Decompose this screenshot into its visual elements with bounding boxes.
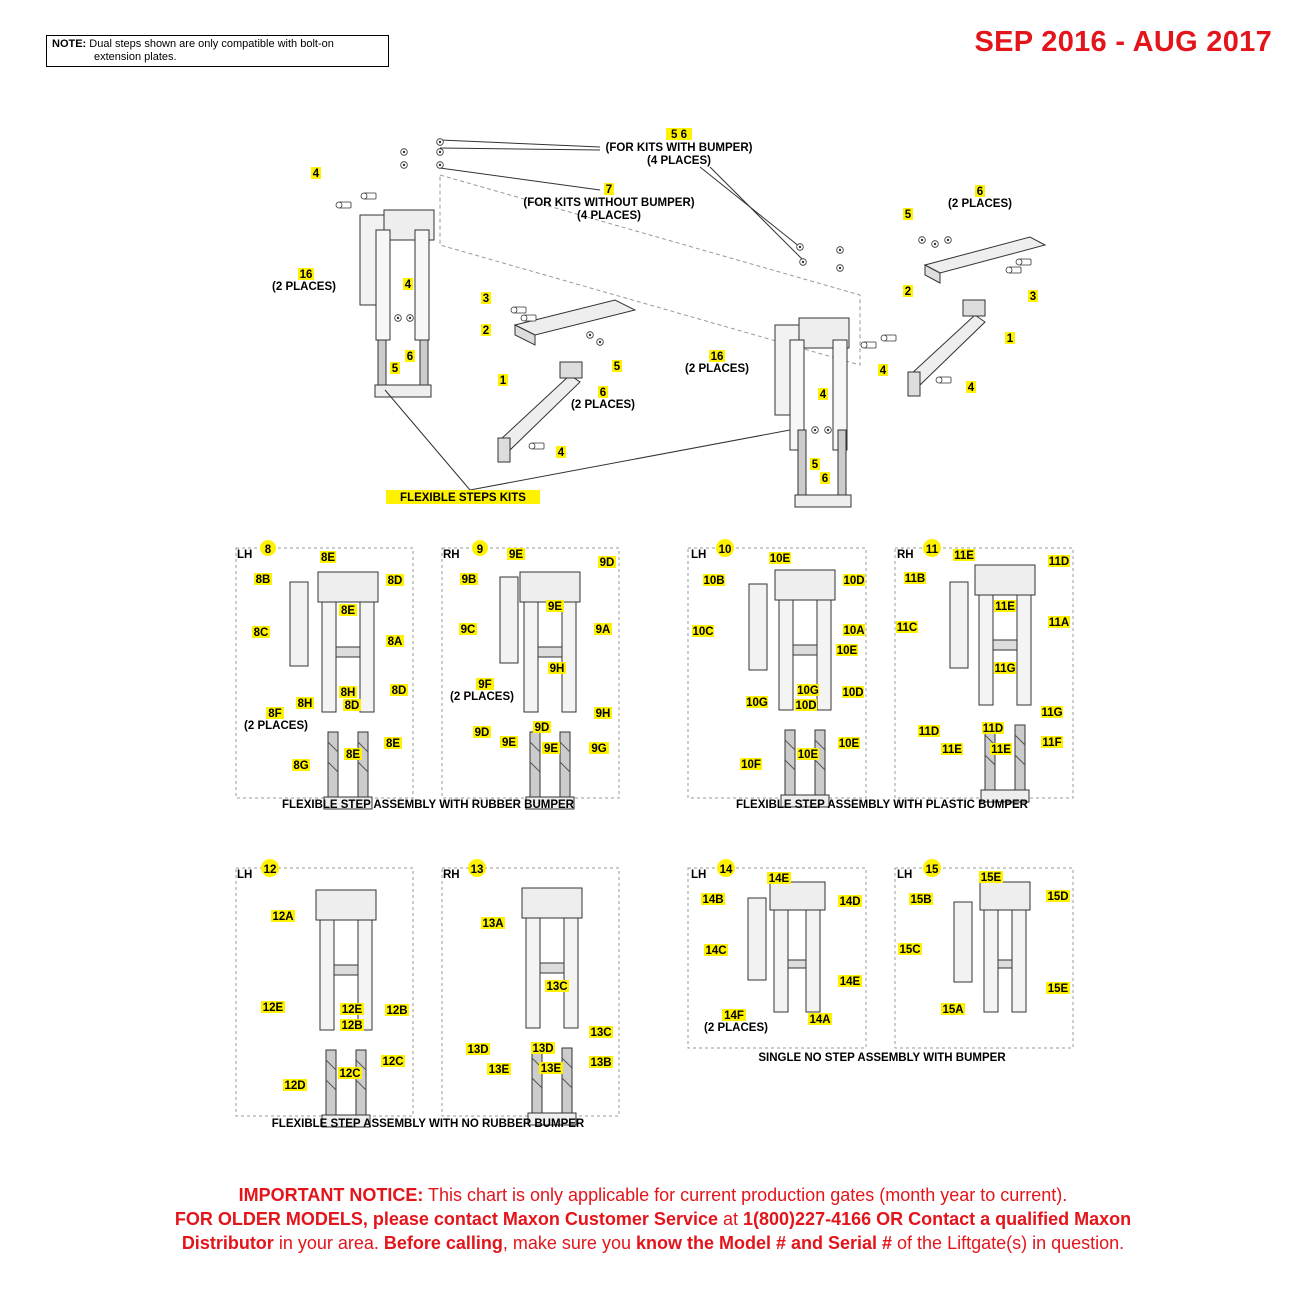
label-3b: 3 [1029,291,1037,303]
label-6c: 6 [821,473,829,485]
svg-text:12C: 12C [382,1056,404,1068]
svg-text:8E: 8E [340,605,356,617]
label-2: 2 [482,325,490,337]
important-notice [0,1183,1306,1255]
date-range: SEP 2016 - AUG 2017 [974,26,1272,58]
svg-text:9D: 9D [474,727,490,739]
svg-text:10E: 10E [838,738,860,750]
svg-text:9B: 9B [461,574,477,586]
svg-text:14E: 14E [839,976,861,988]
svg-text:9D: 9D [599,557,615,569]
svg-text:13C: 13C [546,981,568,993]
svg-text:11E: 11E [995,601,1015,613]
svg-text:11D: 11D [1048,556,1070,568]
svg-text:10D: 10D [795,700,817,712]
svg-text:10E: 10E [797,749,819,761]
svg-text:9H: 9H [595,708,611,720]
svg-text:10A: 10A [843,625,865,637]
label-kits-with-bumper: (FOR KITS WITH BUMPER) [605,142,753,154]
svg-text:12C: 12C [339,1068,361,1080]
svg-text:9A: 9A [595,624,611,636]
svg-text:9E: 9E [501,737,517,749]
svg-text:13E: 13E [488,1064,510,1076]
notice-l2-text: at [718,1209,744,1229]
svg-text:13A: 13A [482,918,504,930]
svg-text:14E: 14E [768,873,790,885]
svg-text:13D: 13D [532,1043,554,1055]
svg-text:8D: 8D [387,575,403,587]
svg-text:15B: 15B [910,894,932,906]
notice-l2-bold2: 1(800)227-4166 OR Contact a qualified Maxon [743,1209,1132,1229]
svg-text:10F: 10F [741,759,761,771]
note-line2: extension plates. [94,51,177,63]
p13-num: 13 [470,864,484,876]
p9-side: RH [443,549,460,561]
svg-text:11D: 11D [982,723,1004,735]
label-kits-with-bumper-places: (4 PLACES) [647,155,711,167]
svg-text:8D: 8D [391,685,407,697]
p13-side: RH [443,869,460,881]
svg-text:9G: 9G [591,743,607,755]
svg-text:9D: 9D [534,722,550,734]
svg-text:15E: 15E [980,872,1002,884]
svg-text:10E: 10E [836,645,858,657]
p8-side: LH [237,549,253,561]
caption-single: SINGLE NO STEP ASSEMBLY WITH BUMPER [758,1052,1006,1064]
svg-text:(2 PLACES): (2 PLACES) [450,691,514,703]
svg-text:11F: 11F [1042,737,1062,749]
notice-l1-text: This chart is only applicable for current production gates (month year to current). [423,1185,1068,1205]
svg-text:(2 PLACES): (2 PLACES) [244,720,308,732]
notice-l3-bold2: Before calling [383,1233,503,1253]
p14-side: LH [691,869,707,881]
notice-l1-bold: IMPORTANT NOTICE: [238,1185,424,1205]
svg-text:13D: 13D [467,1044,489,1056]
svg-text:14D: 14D [839,896,861,908]
svg-text:8H: 8H [297,698,313,710]
label-4d: 4 [819,389,827,401]
svg-text:10D: 10D [843,575,865,587]
label-1b: 1 [1006,333,1014,345]
label-kits-without-bumper: (FOR KITS WITHOUT BUMPER) [523,197,695,209]
svg-text:10G: 10G [797,685,819,697]
panel-captions [272,799,1029,1130]
label-2-places-d: (2 PLACES) [948,198,1012,210]
p15-num: 15 [925,864,939,876]
svg-text:8H: 8H [340,687,356,699]
svg-text:(2 PLACES): (2 PLACES) [704,1022,768,1034]
svg-text:11G: 11G [994,663,1016,675]
label-6d: 6 [976,186,984,198]
svg-text:12E: 12E [341,1004,363,1016]
panel-drawings [290,565,1035,1127]
label-4e: 4 [879,365,887,377]
svg-text:12B: 12B [341,1020,363,1032]
p8-num: 8 [264,544,272,556]
svg-text:8E: 8E [320,552,336,564]
svg-text:15A: 15A [942,1004,964,1016]
label-6b: 6 [599,387,607,399]
label-4b: 4 [404,279,412,291]
svg-text:9E: 9E [543,743,559,755]
svg-text:11E: 11E [942,744,962,756]
notice-l3-bold3: know the Model # and Serial # [635,1233,893,1253]
label-flexible-steps-kits: FLEXIBLE STEPS KITS [400,492,526,504]
svg-text:10B: 10B [703,575,725,587]
svg-text:15C: 15C [899,944,921,956]
label-2-places-b: (2 PLACES) [571,399,635,411]
svg-text:14B: 14B [702,894,724,906]
label-5-6: 5 6 [671,129,687,141]
p10-num: 10 [718,544,732,556]
p12-side: LH [237,869,253,881]
svg-text:11E: 11E [954,550,974,562]
note-prefix: NOTE: [52,38,87,50]
svg-text:8G: 8G [293,760,309,772]
svg-text:13C: 13C [590,1027,612,1039]
label-5d: 5 [904,209,912,221]
step-13 [522,888,582,1125]
svg-text:13B: 13B [590,1057,612,1069]
label-2-places-a: (2 PLACES) [272,281,336,293]
svg-text:12E: 12E [262,1002,284,1014]
p15-side: LH [897,869,913,881]
label-1: 1 [499,375,507,387]
p11-num: 11 [925,544,939,556]
caption-no-rubber: FLEXIBLE STEP ASSEMBLY WITH NO RUBBER BUMPER [271,1118,585,1130]
svg-text:12B: 12B [386,1005,408,1017]
notice-l3-bold: Distributor [181,1233,274,1253]
svg-text:11B: 11B [904,573,926,585]
p10-side: LH [691,549,707,561]
svg-text:14C: 14C [705,945,727,957]
svg-text:11D: 11D [918,726,940,738]
svg-text:12A: 12A [272,911,294,923]
svg-text:9H: 9H [549,663,565,675]
svg-text:8C: 8C [253,627,269,639]
label-6: 6 [406,351,414,363]
svg-text:11C: 11C [896,622,918,634]
note-line1: Dual steps shown are only compatible with bolt-on [89,38,334,50]
label-2b: 2 [904,286,912,298]
svg-text:10D: 10D [842,687,864,699]
svg-text:9E: 9E [508,549,524,561]
label-16: 16 [299,269,313,281]
svg-text:8E: 8E [345,749,361,761]
svg-text:9C: 9C [460,624,476,636]
svg-text:8E: 8E [385,738,401,750]
svg-text:11A: 11A [1048,617,1070,629]
svg-text:8A: 8A [387,636,403,648]
svg-text:8B: 8B [255,574,271,586]
notice-l3-text3: of the Liftgate(s) in question. [892,1233,1125,1253]
svg-text:10E: 10E [769,553,791,565]
notice-l3-text2: , make sure you [502,1233,636,1253]
svg-text:8F: 8F [268,708,282,720]
svg-text:14F: 14F [724,1010,744,1022]
notice-l2-bold: FOR OLDER MODELS, please contact Maxon Customer Service [174,1209,718,1229]
p11-side: RH [897,549,914,561]
step-14 [770,882,825,1012]
p12-num: 12 [263,864,277,876]
svg-text:13E: 13E [540,1063,562,1075]
label-2-places-c: (2 PLACES) [685,363,749,375]
label-kits-without-bumper-places: (4 PLACES) [577,210,641,222]
svg-text:11E: 11E [991,744,1011,756]
label-5c: 5 [811,459,819,471]
label-4f: 4 [967,382,975,394]
svg-text:15E: 15E [1047,983,1069,995]
label-4c: 4 [557,447,565,459]
p9-num: 9 [476,544,484,556]
svg-text:9F: 9F [478,679,492,691]
svg-text:15D: 15D [1047,891,1069,903]
p14-num: 14 [719,864,733,876]
svg-text:14A: 14A [809,1014,831,1026]
caption-plastic: FLEXIBLE STEP ASSEMBLY WITH PLASTIC BUMPER [735,799,1029,811]
label-16b: 16 [710,351,724,363]
label-7: 7 [605,184,613,196]
svg-text:10G: 10G [746,697,768,709]
svg-text:8D: 8D [344,700,360,712]
svg-text:10C: 10C [692,626,714,638]
label-4: 4 [312,168,320,180]
label-5: 5 [391,363,399,375]
caption-rubber: FLEXIBLE STEP ASSEMBLY WITH RUBBER BUMPER [281,799,575,811]
label-5b: 5 [613,361,621,373]
svg-text:12D: 12D [284,1080,306,1092]
step-15 [980,882,1030,1012]
svg-text:9E: 9E [547,601,563,613]
notice-l3-text: in your area. [273,1233,384,1253]
svg-text:11G: 11G [1041,707,1063,719]
label-3: 3 [482,293,490,305]
